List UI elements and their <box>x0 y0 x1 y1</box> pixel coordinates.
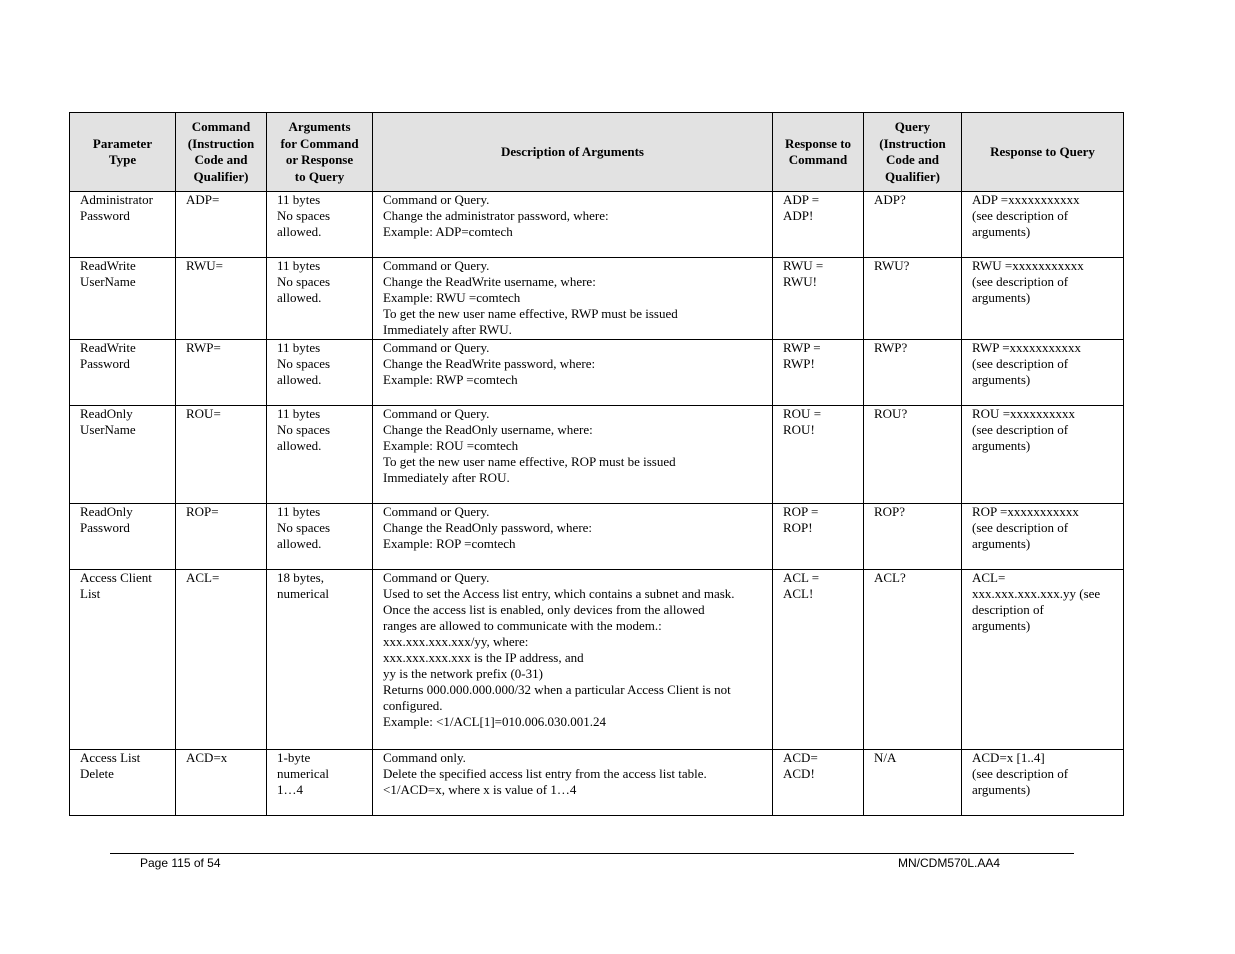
text-line: to Query <box>294 168 345 184</box>
text-line: ADP =xxxxxxxxxxx <box>972 192 1080 207</box>
cell-command <box>176 504 267 570</box>
text-line: 11 bytes <box>277 504 321 519</box>
text-line: ranges are allowed to communicate with the modem.: <box>383 618 662 633</box>
text-line: Command <box>788 152 848 167</box>
text-line: Type <box>108 152 137 167</box>
text-line: Access Client <box>80 570 152 585</box>
cell-response-to-command <box>773 192 864 258</box>
text-line: RWP = <box>783 340 821 355</box>
text-line: (see description of <box>972 422 1069 437</box>
text-line: ACD! <box>783 766 815 781</box>
text-line: Returns 000.000.000.000/32 when a particular Access Client is not <box>383 682 731 697</box>
cell-response-to-query <box>962 192 1124 258</box>
cell-arguments <box>267 570 373 750</box>
text-line: arguments) <box>972 618 1031 633</box>
text-line: or Response <box>285 152 354 167</box>
cell-command <box>176 340 267 406</box>
text-line: arguments) <box>972 372 1031 387</box>
cell-response-to-command <box>773 406 864 504</box>
text-line: ACL= <box>186 570 220 585</box>
cell-response-to-query <box>962 504 1124 570</box>
text-line: No spaces <box>277 274 331 289</box>
text-line: Change the ReadWrite username, where: <box>383 274 596 289</box>
text-line: Arguments <box>288 119 351 134</box>
text-line: ADP? <box>874 192 906 207</box>
text-line: Response to Query <box>990 143 1095 159</box>
text-line: Change the ReadOnly password, where: <box>383 520 593 535</box>
document-id: MN/CDM570L.AA4 <box>898 856 1001 870</box>
text-line: ROP? <box>874 504 906 519</box>
text-line: xxx.xxx.xxx.xxx/yy, where: <box>383 634 529 649</box>
text-line: ACD=x <box>186 750 228 765</box>
text-line: Change the ReadOnly username, where: <box>383 422 593 437</box>
cell-response-to-query <box>962 750 1124 816</box>
text-line: UserName <box>80 274 136 289</box>
cell-query <box>864 258 962 340</box>
text-line: ADP! <box>783 208 814 223</box>
text-line: ACD=x [1..4] <box>972 750 1045 765</box>
text-line: arguments) <box>972 224 1031 239</box>
page-number: Page 115 of 54 <box>140 856 221 870</box>
header-query <box>864 113 962 192</box>
cell-command <box>176 750 267 816</box>
text-line: 11 bytes <box>277 258 321 273</box>
cell-command <box>176 192 267 258</box>
text-line: UserName <box>80 422 136 437</box>
text-line: RWP? <box>874 340 908 355</box>
cell-response-to-command <box>773 570 864 750</box>
text-line: Example: <1/ACL[1]=010.006.030.001.24 <box>383 714 606 729</box>
text-line: To get the new user name effective, RWP must be issued <box>383 306 678 321</box>
text-line: Response to <box>784 135 852 151</box>
cell-description <box>373 504 773 570</box>
text-line: ACD= <box>783 750 818 765</box>
text-line: Example: ADP=comtech <box>383 224 513 239</box>
text-line: Delete the specified access list entry from the access list table. <box>383 766 707 781</box>
cell-parameter-type <box>70 750 176 816</box>
text-line: RWU? <box>874 258 910 273</box>
footer-divider <box>110 853 1074 854</box>
cell-response-to-command <box>773 340 864 406</box>
text-line: xxx.xxx.xxx.xxx.yy (see <box>972 586 1101 601</box>
text-line: (Instruction <box>879 135 946 151</box>
text-line: ReadWrite <box>80 340 136 355</box>
text-line: No spaces <box>277 520 331 535</box>
cell-command <box>176 570 267 750</box>
text-line: xxx.xxx.xxx.xxx is the IP address, and <box>383 650 584 665</box>
text-line: No spaces <box>277 422 331 437</box>
table-row <box>70 340 1124 406</box>
text-line: ROU= <box>186 406 221 421</box>
cell-arguments <box>267 504 373 570</box>
table-header-row <box>70 113 1124 192</box>
table-row <box>70 192 1124 258</box>
text-line: (Instruction <box>187 135 255 151</box>
text-line: Example: RWP =comtech <box>383 372 518 387</box>
text-line: arguments) <box>972 290 1031 305</box>
cell-query <box>864 750 962 816</box>
cell-description <box>373 258 773 340</box>
text-line: allowed. <box>277 290 322 305</box>
header-parameter-type <box>70 113 176 192</box>
cell-response-to-query <box>962 258 1124 340</box>
text-line: Qualifier) <box>193 168 249 184</box>
text-line: allowed. <box>277 372 322 387</box>
cell-arguments <box>267 258 373 340</box>
text-line: (see description of <box>972 274 1069 289</box>
text-line: ROU = <box>783 406 822 421</box>
text-line: No spaces <box>277 208 331 223</box>
text-line: Change the ReadWrite password, where: <box>383 356 596 371</box>
text-line: RWU =xxxxxxxxxxx <box>972 258 1084 273</box>
text-line: List <box>80 586 101 601</box>
text-line: 1-byte <box>277 750 311 765</box>
text-line: ROU? <box>874 406 908 421</box>
text-line: Parameter <box>92 135 153 151</box>
text-line: Password <box>80 520 130 535</box>
text-line: (see description of <box>972 520 1069 535</box>
header-response-to-query <box>962 113 1124 192</box>
cell-arguments <box>267 750 373 816</box>
text-line: Immediately after RWU. <box>383 322 512 337</box>
cell-query <box>864 340 962 406</box>
cell-command <box>176 258 267 340</box>
text-line: Command or Query. <box>383 504 490 519</box>
text-line: arguments) <box>972 438 1031 453</box>
table-row <box>70 258 1124 340</box>
cell-response-to-query <box>962 570 1124 750</box>
text-line: 11 bytes <box>277 192 321 207</box>
cell-query <box>864 504 962 570</box>
cell-response-to-command <box>773 258 864 340</box>
table-row <box>70 750 1124 816</box>
text-line: ACL= <box>972 570 1006 585</box>
cell-response-to-command <box>773 504 864 570</box>
text-line: (see description of <box>972 208 1069 223</box>
cell-response-to-command <box>773 750 864 816</box>
text-line: Delete <box>80 766 114 781</box>
text-line: Immediately after ROU. <box>383 470 510 485</box>
text-line: To get the new user name effective, ROP must be issued <box>383 454 676 469</box>
cell-query <box>864 570 962 750</box>
text-line: ROU! <box>783 422 815 437</box>
cell-description <box>373 750 773 816</box>
text-line: 11 bytes <box>277 340 321 355</box>
text-line: 1…4 <box>277 782 303 797</box>
cell-query <box>864 406 962 504</box>
text-line: ReadOnly <box>80 504 133 519</box>
table-row <box>70 504 1124 570</box>
text-line: Command or Query. <box>383 340 490 355</box>
table-row <box>70 406 1124 504</box>
text-line: ReadOnly <box>80 406 133 421</box>
cell-description <box>373 570 773 750</box>
text-line: ReadWrite <box>80 258 136 273</box>
text-line: Example: ROU =comtech <box>383 438 519 453</box>
cell-parameter-type <box>70 504 176 570</box>
text-line: yy is the network prefix (0-31) <box>383 666 543 681</box>
text-line: allowed. <box>277 224 322 239</box>
text-line: allowed. <box>277 536 322 551</box>
cell-description <box>373 192 773 258</box>
text-line: configured. <box>383 698 443 713</box>
cell-description <box>373 340 773 406</box>
text-line: Description of Arguments <box>501 143 644 159</box>
text-line: Password <box>80 356 130 371</box>
text-line: (see description of <box>972 766 1069 781</box>
cell-query <box>864 192 962 258</box>
text-line: Query <box>894 119 931 134</box>
cell-command <box>176 406 267 504</box>
text-line: Code and <box>885 152 940 167</box>
text-line: 18 bytes, <box>277 570 324 585</box>
header-command <box>176 113 267 192</box>
cell-parameter-type <box>70 258 176 340</box>
text-line: arguments) <box>972 782 1031 797</box>
text-line: RWU= <box>186 258 223 273</box>
text-line: description of <box>972 602 1044 617</box>
text-line: Example: ROP =comtech <box>383 536 516 551</box>
text-line: Used to set the Access list entry, which contains a subnet and mask. <box>383 586 735 601</box>
cell-response-to-query <box>962 406 1124 504</box>
text-line: No spaces <box>277 356 331 371</box>
text-line: for Command <box>280 135 359 151</box>
cell-parameter-type <box>70 406 176 504</box>
cell-arguments <box>267 340 373 406</box>
text-line: Command <box>191 119 251 134</box>
text-line: (see description of <box>972 356 1069 371</box>
text-line: ADP = <box>783 192 820 207</box>
table-row <box>70 570 1124 750</box>
text-line: allowed. <box>277 438 322 453</box>
text-line: Change the administrator password, where: <box>383 208 609 223</box>
text-line: Command only. <box>383 750 466 765</box>
text-line: Administrator <box>80 192 153 207</box>
text-line: Password <box>80 208 130 223</box>
text-line: numerical <box>277 766 329 781</box>
text-line: Command or Query. <box>383 406 490 421</box>
text-line: Command or Query. <box>383 192 490 207</box>
text-line: RWP =xxxxxxxxxxx <box>972 340 1082 355</box>
text-line: RWU! <box>783 274 817 289</box>
text-line: 11 bytes <box>277 406 321 421</box>
text-line: ROP! <box>783 520 813 535</box>
text-line: ROP= <box>186 504 219 519</box>
text-line: ACL! <box>783 586 814 601</box>
text-line: RWP! <box>783 356 815 371</box>
header-description <box>373 113 773 192</box>
text-line: Once the access list is enabled, only devices from the allowed <box>383 602 705 617</box>
text-line: Command or Query. <box>383 570 490 585</box>
text-line: ROU =xxxxxxxxxx <box>972 406 1076 421</box>
text-line: arguments) <box>972 536 1031 551</box>
text-line: Qualifier) <box>885 168 940 184</box>
cell-arguments <box>267 192 373 258</box>
text-line: <1/ACD=x, where x is value of 1…4 <box>383 782 577 797</box>
cell-response-to-query <box>962 340 1124 406</box>
cell-parameter-type <box>70 192 176 258</box>
cell-description <box>373 406 773 504</box>
text-line: ADP= <box>186 192 220 207</box>
text-line: Access List <box>80 750 141 765</box>
text-line: N/A <box>874 750 897 765</box>
cell-arguments <box>267 406 373 504</box>
text-line: ACL? <box>874 570 906 585</box>
text-line: ROP = <box>783 504 819 519</box>
text-line: RWU = <box>783 258 824 273</box>
text-line: Code and <box>194 152 248 167</box>
text-line: Command or Query. <box>383 258 490 273</box>
header-arguments <box>267 113 373 192</box>
text-line: ROP =xxxxxxxxxxx <box>972 504 1079 519</box>
header-response-to-command <box>773 113 864 192</box>
text-line: numerical <box>277 586 329 601</box>
text-line: Example: RWU =comtech <box>383 290 521 305</box>
cell-parameter-type <box>70 570 176 750</box>
text-line: RWP= <box>186 340 221 355</box>
parameter-table <box>69 112 1124 816</box>
text-line: ACL = <box>783 570 820 585</box>
cell-parameter-type <box>70 340 176 406</box>
